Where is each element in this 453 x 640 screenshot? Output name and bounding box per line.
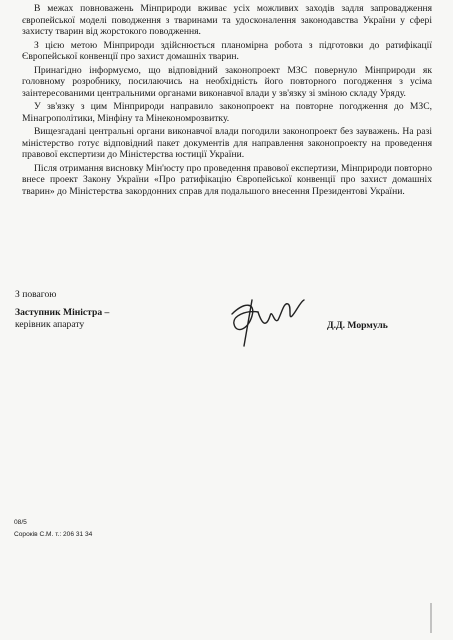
signer-name: Д.Д. Мормуль: [327, 320, 388, 331]
footer-reference: 08/5: [14, 519, 27, 526]
scan-edge-mark: [430, 603, 432, 633]
paragraph-1: В межах повноважень Мінприроди вживає усіх можливих заходів задля запровадження європейської моделі поводження з тваринами та удосконалення законодавства України у сфері захисту тварин від жорстокого поводження.: [22, 3, 432, 38]
closing-salutation: З повагою: [15, 289, 57, 300]
handwritten-signature: [222, 290, 314, 350]
paragraph-2: З цією метою Мінприроди здійснюється планомірна робота з підготовки до ратифікації Європейської конвенції про захист домашніх тварин.: [22, 39, 432, 63]
paragraph-4: У зв'язку з цим Мінприроди направило законопроект на повторне погодження до МЗС, Мінагрополітики, Мінфіну та Мінекономрозвитку.: [22, 101, 432, 124]
paragraph-6: Після отримання висновку Мін'юсту про проведення правової експертизи, Мінприроди повторно внесе проект Закону України «Про ратифікацію Європейської конвенції про захист домашніх тварин» до Міністерства закордонних справ для подальшого внесення Президентові України.: [22, 162, 432, 198]
paragraph-5: Вищезгадані центральні органи виконавчої влади погодили законопроект без зауважень. На разі міністерство готує відповідний пакет документів для направлення законопроекту на проведення правової експертизи до Міністерства юстиції України.: [22, 126, 432, 161]
signer-title-line2: керівник апарату: [15, 319, 85, 330]
letter-body: [22, 3, 432, 199]
footer-contact: Сороків С.М. т.: 206 31 34: [14, 531, 93, 538]
paragraph-3: Принагідно інформуємо, що відповідний законопроект МЗС повернуло Мінприроди як головному розробнику, посилаючись на необхідність його повторного погодження з усіма заінтересованими центральними органами виконавчої влади у зв'язку зі зміною складу Уряду.: [22, 64, 432, 99]
signer-title-line1: Заступник Міністра –: [15, 307, 110, 318]
